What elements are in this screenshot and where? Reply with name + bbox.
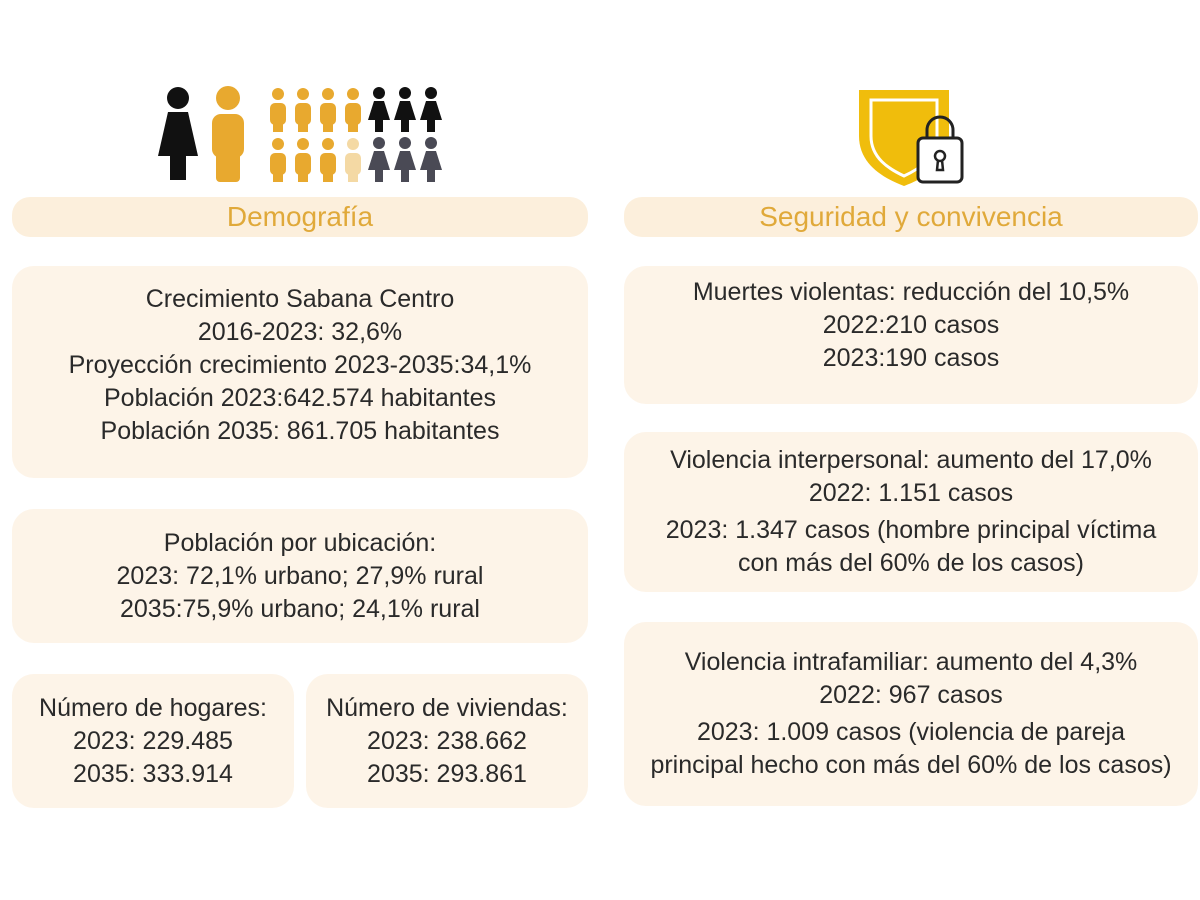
intrafamiliar-line-3: 2023: 1.009 casos (violencia de pareja (696, 718, 1126, 746)
hogares-card (12, 674, 294, 808)
shield-lock-icon (855, 86, 970, 190)
muertes-line-2: 2022:210 casos (822, 310, 1000, 339)
viviendas-line-3: 2035: 293.861 (367, 759, 527, 788)
seguridad-title: Seguridad y convivencia (759, 201, 1063, 232)
hogares-line-1: Número de hogares: (39, 693, 267, 722)
demografia-title: Demografía (226, 201, 374, 232)
interpersonal-line-3: 2023: 1.347 casos (hombre principal víctima (665, 516, 1157, 544)
hogares-line-2: 2023: 229.485 (73, 726, 233, 755)
viviendas-card (306, 674, 588, 808)
muertes-line-3: 2023:190 casos (822, 343, 1000, 372)
people-icon (150, 84, 450, 186)
viviendas-line-1: Número de viviendas: (326, 693, 568, 722)
demografia-title-pill (12, 197, 588, 237)
crecimiento-line-2: 2016-2023: 32,6% (197, 317, 403, 346)
crecimiento-card (12, 266, 588, 478)
crecimiento-line-5: Población 2035: 861.705 habitantes (100, 416, 500, 445)
muertes-line-1: Muertes violentas: reducción del 10,5% (692, 277, 1130, 306)
viviendas-line-2: 2023: 238.662 (367, 726, 527, 755)
ubicacion-line-2: 2023: 72,1% urbano; 27,9% rural (116, 561, 484, 590)
intrafamiliar-line-1: Violencia intrafamiliar: aumento del 4,3% (684, 648, 1138, 676)
ubicacion-line-3: 2035:75,9% urbano; 24,1% rural (120, 594, 480, 623)
intrafamiliar-line-4: principal hecho con más del 60% de los casos) (650, 751, 1172, 779)
interpersonal-line-4: con más del 60% de los casos) (737, 549, 1084, 577)
hogares-line-3: 2035: 333.914 (73, 759, 233, 788)
interpersonal-line-2: 2022: 1.151 casos (808, 479, 1014, 507)
crecimiento-line-3: Proyección crecimiento 2023-2035:34,1% (68, 350, 532, 379)
ubicacion-card (12, 509, 588, 643)
seguridad-title-pill (624, 197, 1198, 237)
interpersonal-line-1: Violencia interpersonal: aumento del 17,0% (670, 446, 1152, 474)
interpersonal-card (624, 432, 1198, 592)
ubicacion-line-1: Población por ubicación: (163, 528, 437, 557)
crecimiento-line-1: Crecimiento Sabana Centro (145, 284, 455, 313)
crecimiento-line-4: Población 2023:642.574 habitantes (104, 383, 496, 412)
muertes-card (624, 266, 1198, 404)
intrafamiliar-line-2: 2022: 967 casos (819, 681, 1003, 709)
intrafamiliar-card (624, 622, 1198, 806)
